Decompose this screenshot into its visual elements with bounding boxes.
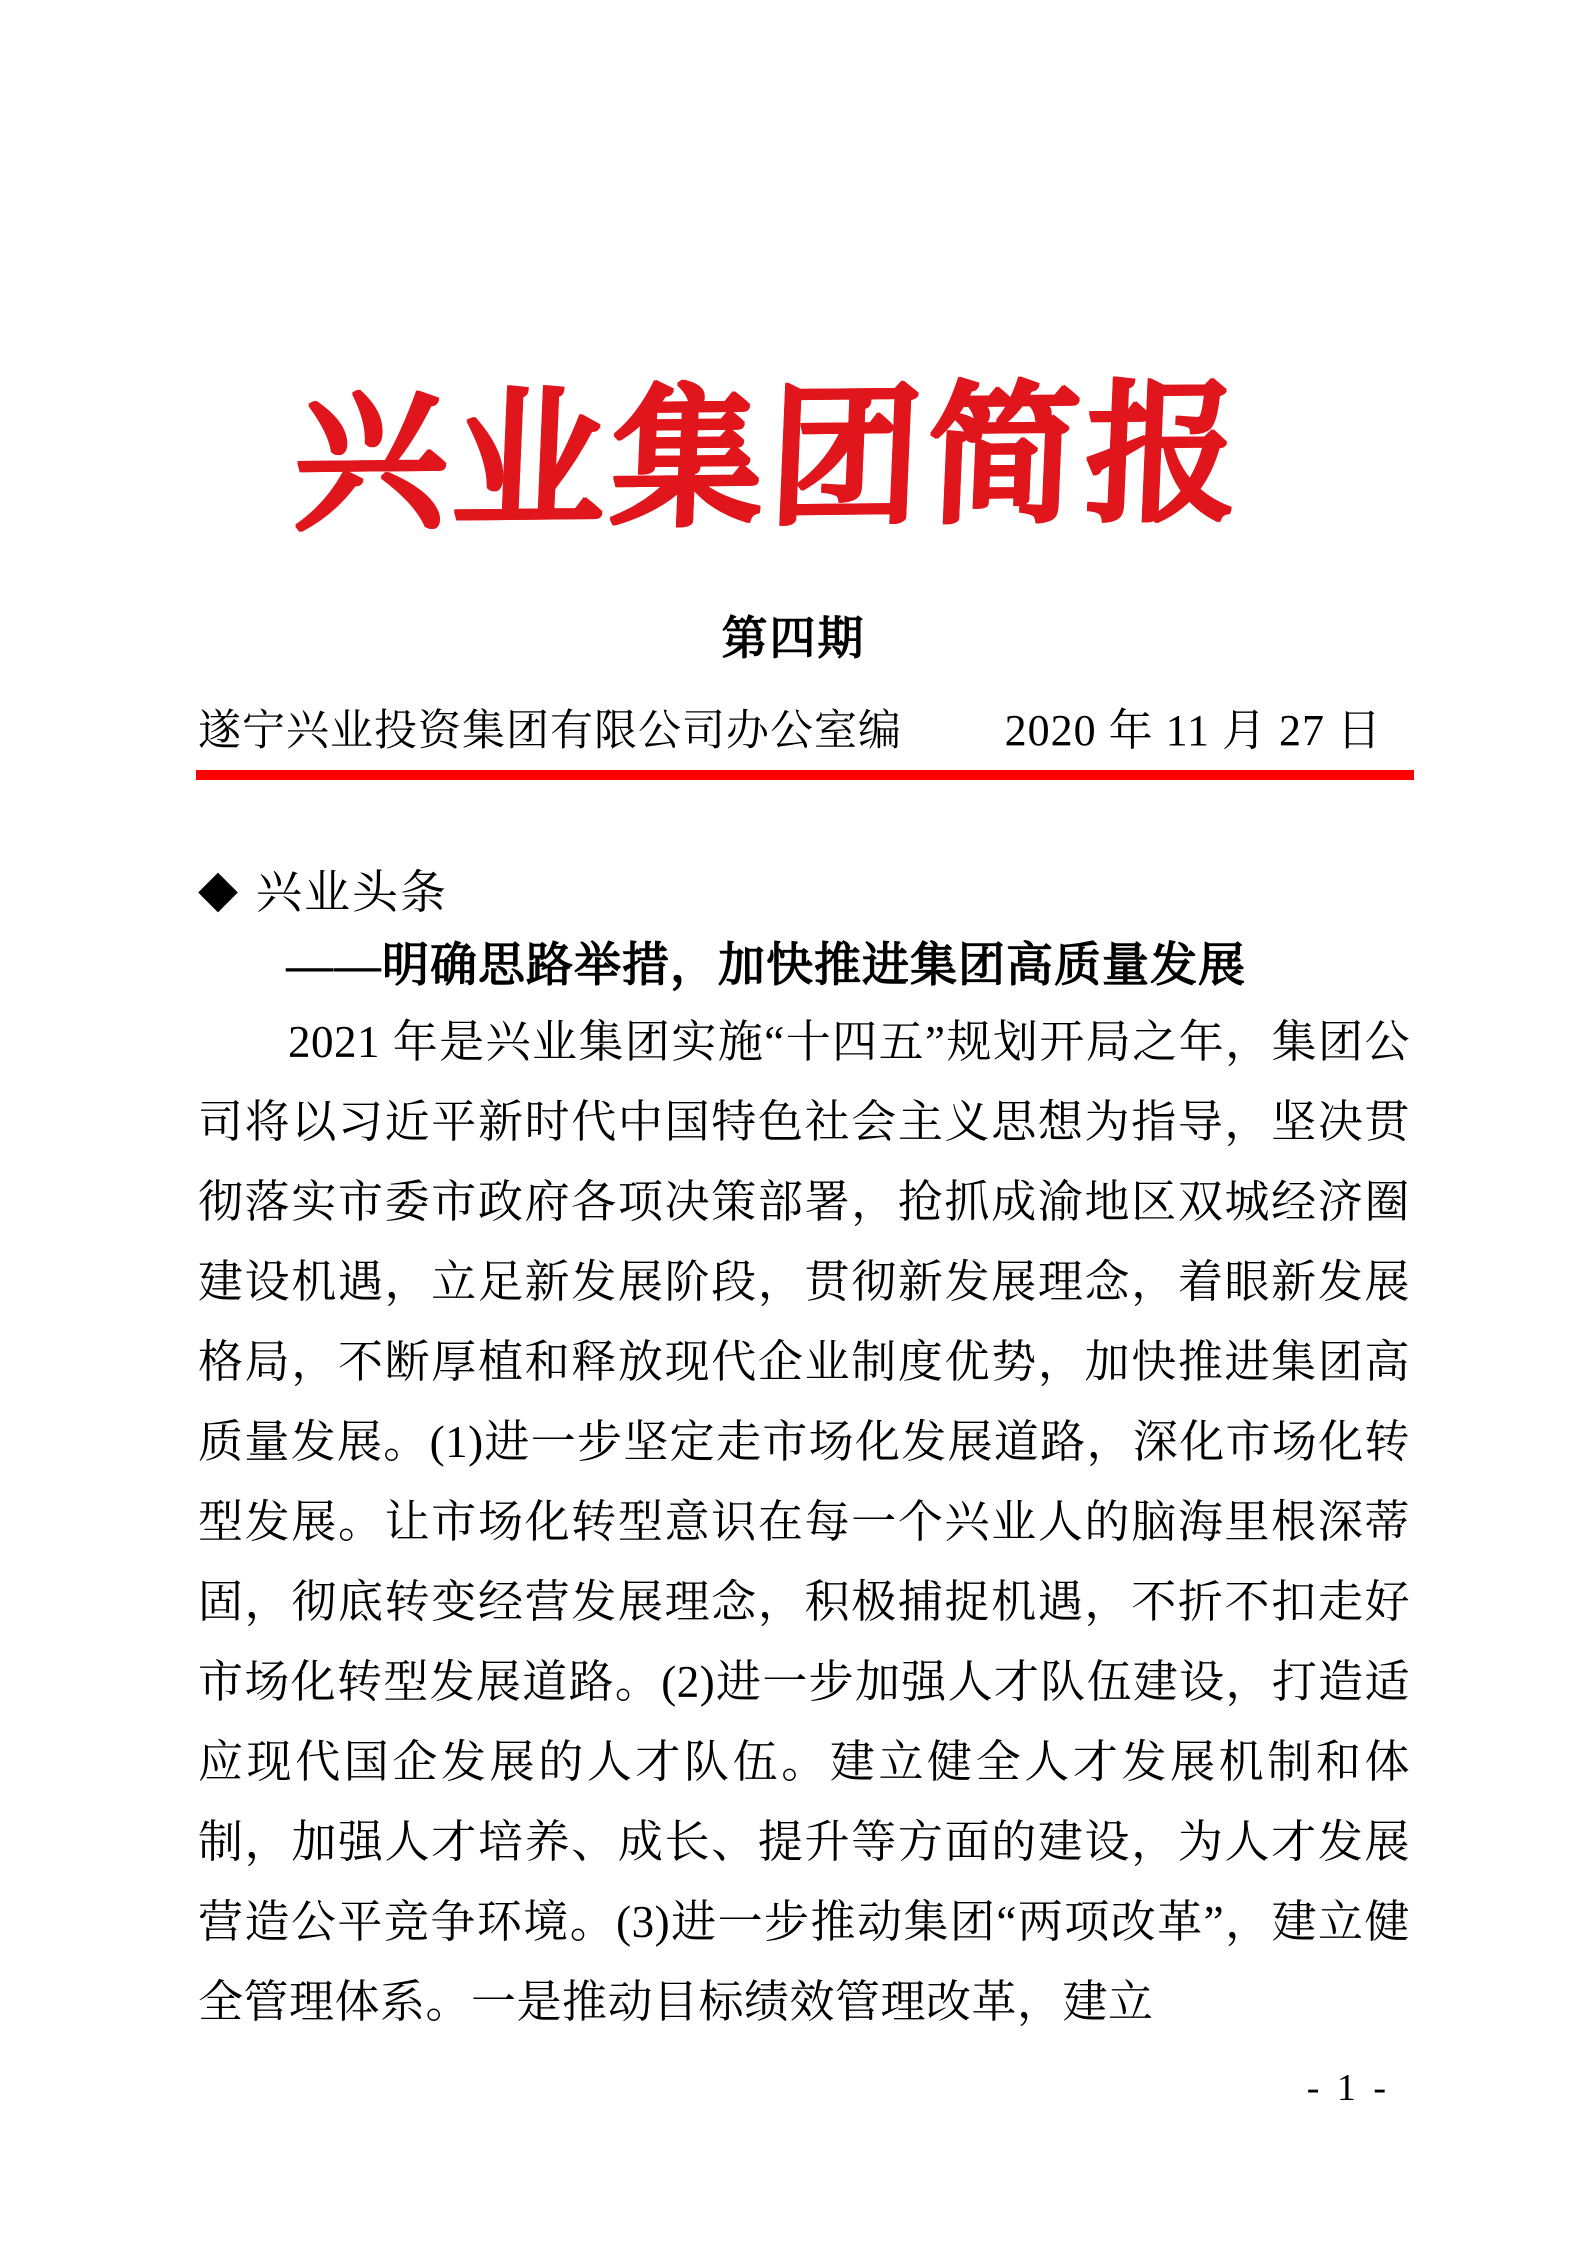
publication-info-row <box>198 694 1408 758</box>
section-header <box>198 856 448 922</box>
article-headline: ——明确思路举措，加快推进集团高质量发展 <box>286 940 1246 992</box>
red-divider-rule <box>196 770 1414 780</box>
section-title: 兴业头条 <box>256 867 448 918</box>
masthead-title: 兴业集团简报 <box>290 370 1247 548</box>
page-number: - 1 - <box>1306 2067 1390 2109</box>
issue-number: 第四期 <box>721 613 866 664</box>
publication-date: 2020 年 11 月 27 日 <box>1004 706 1382 755</box>
editor-line: 遂宁兴业投资集团有限公司办公室编 <box>198 708 902 755</box>
article-body-paragraph: 2021 年是兴业集团实施“十四五”规划开局之年，集团公司将以习近平新时代中国特色社会主义思想为指导，坚决贯彻落实市委市政府各项决策部署，抢抓成渝地区双城经济圈建设机遇，立足新发展阶段，贯彻新发展理念，着眼新发展格局，不断厚植和释放现代企业制度优势，加快推进集团高质量发展。(1)进一步坚定走市场化发展道路，深化市场化转型发展。让市场化转型意识在每一个兴业人的脑海里根深蒂固，彻底转变经营发展理念，积极捕捉机遇，不折不扣走好市场化转型发展道路。(2)进一步加强人才队伍建设，打造适应现代国企发展的人才队伍。建立健全人才发展机制和体制，加强人才培养、成长、提升等方面的建设，为人才发展营造公平竞争环境。(3)进一步推动集团“两项改革”，建立健全管理体系。一是推动目标绩效管理改革，建立 <box>198 1017 1410 2027</box>
diamond-bullet-icon: ◆ <box>198 859 240 919</box>
